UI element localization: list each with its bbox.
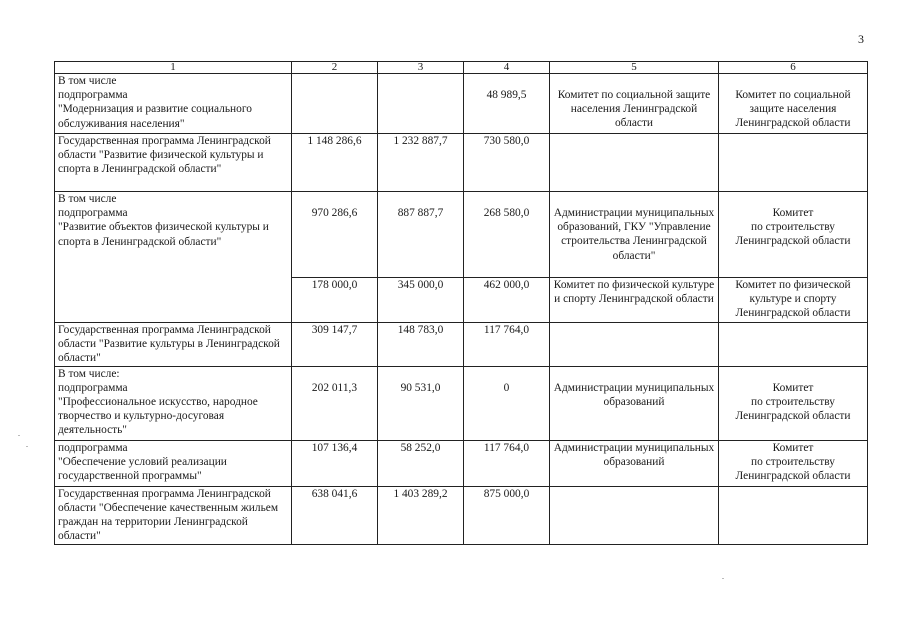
value-col-4-cell: 730 580,0 (464, 134, 550, 192)
responsible-cell: Комитет по строительству Ленинградской области (719, 440, 868, 486)
table-header-row (55, 62, 868, 74)
value-col-4-cell: 48 989,5 (464, 74, 550, 134)
value-col-2-cell: 309 147,7 (292, 323, 378, 367)
value-col-2-cell: 638 041,6 (292, 486, 378, 544)
responsible-cell (719, 323, 868, 367)
header-col-3: 3 (378, 62, 464, 74)
header-col-6: 6 (719, 62, 868, 74)
header-col-4: 4 (464, 62, 550, 74)
responsible-cell: Комитет по строительству Ленинградской области (719, 192, 868, 278)
program-name-cell: Государственная программа Ленинградской области "Развитие физической культуры и спорта в Ленинградской области" (55, 134, 292, 192)
executor-cell: Администрации муниципальных образований (550, 366, 719, 440)
table-row (55, 440, 868, 486)
scan-speck (722, 578, 724, 579)
scan-speck (18, 435, 20, 436)
value-col-3-cell: 345 000,0 (378, 278, 464, 323)
header-col-2: 2 (292, 62, 378, 74)
program-name-cell: В том числе: подпрограмма "Профессиональное искусство, народное творчество и культурно-досуговая деятельность" (55, 366, 292, 440)
value-col-3-cell: 148 783,0 (378, 323, 464, 367)
value-col-3-cell: 1 232 887,7 (378, 134, 464, 192)
value-col-2-cell: 1 148 286,6 (292, 134, 378, 192)
scan-speck (26, 446, 28, 447)
executor-cell (550, 134, 719, 192)
value-col-4-cell: 462 000,0 (464, 278, 550, 323)
value-col-2-cell: 970 286,6 (292, 192, 378, 278)
value-col-4-cell: 117 764,0 (464, 323, 550, 367)
executor-cell: Администрации муниципальных образований, ГКУ "Управление строительства Ленинградской области" (550, 192, 719, 278)
value-col-2-cell: 107 136,4 (292, 440, 378, 486)
table-row (55, 134, 868, 192)
program-name-cell: В том числе подпрограмма "Развитие объектов физической культуры и спорта в Ленинградской области" (55, 192, 292, 323)
table-row (55, 192, 868, 278)
value-col-4-cell: 117 764,0 (464, 440, 550, 486)
value-col-3-cell (378, 74, 464, 134)
value-col-3-cell: 887 887,7 (378, 192, 464, 278)
program-name-cell: Государственная программа Ленинградской области "Обеспечение качественным жильем граждан на территории Ленинградской области" (55, 486, 292, 544)
value-col-4-cell: 875 000,0 (464, 486, 550, 544)
value-col-2-cell: 178 000,0 (292, 278, 378, 323)
responsible-cell: Комитет по строительству Ленинградской области (719, 366, 868, 440)
executor-cell: Комитет по физической культуре и спорту Ленинградской области (550, 278, 719, 323)
program-name-cell: В том числе подпрограмма "Модернизация и развитие социального обслуживания населения" (55, 74, 292, 134)
header-col-5: 5 (550, 62, 719, 74)
table-row (55, 486, 868, 544)
value-col-3-cell: 90 531,0 (378, 366, 464, 440)
header-col-1: 1 (55, 62, 292, 74)
value-col-4-cell: 0 (464, 366, 550, 440)
value-col-3-cell: 58 252,0 (378, 440, 464, 486)
value-col-2-cell (292, 74, 378, 134)
executor-cell (550, 486, 719, 544)
executor-cell (550, 323, 719, 367)
budget-table (54, 61, 868, 545)
table-row (55, 74, 868, 134)
value-col-4-cell: 268 580,0 (464, 192, 550, 278)
table-row (55, 366, 868, 440)
page-number: 3 (858, 32, 864, 46)
table-row (55, 323, 868, 367)
program-name-cell: подпрограмма "Обеспечение условий реализации государственной программы" (55, 440, 292, 486)
program-name-cell: Государственная программа Ленинградской области "Развитие культуры в Ленинградской области" (55, 323, 292, 367)
responsible-cell (719, 486, 868, 544)
responsible-cell: Комитет по физической культуре и спорту Ленинградской области (719, 278, 868, 323)
responsible-cell (719, 134, 868, 192)
value-col-3-cell: 1 403 289,2 (378, 486, 464, 544)
executor-cell: Комитет по социальной защите населения Ленинградской области (550, 74, 719, 134)
value-col-2-cell: 202 011,3 (292, 366, 378, 440)
responsible-cell: Комитет по социальной защите населения Ленинградской области (719, 74, 868, 134)
executor-cell: Администрации муниципальных образований (550, 440, 719, 486)
